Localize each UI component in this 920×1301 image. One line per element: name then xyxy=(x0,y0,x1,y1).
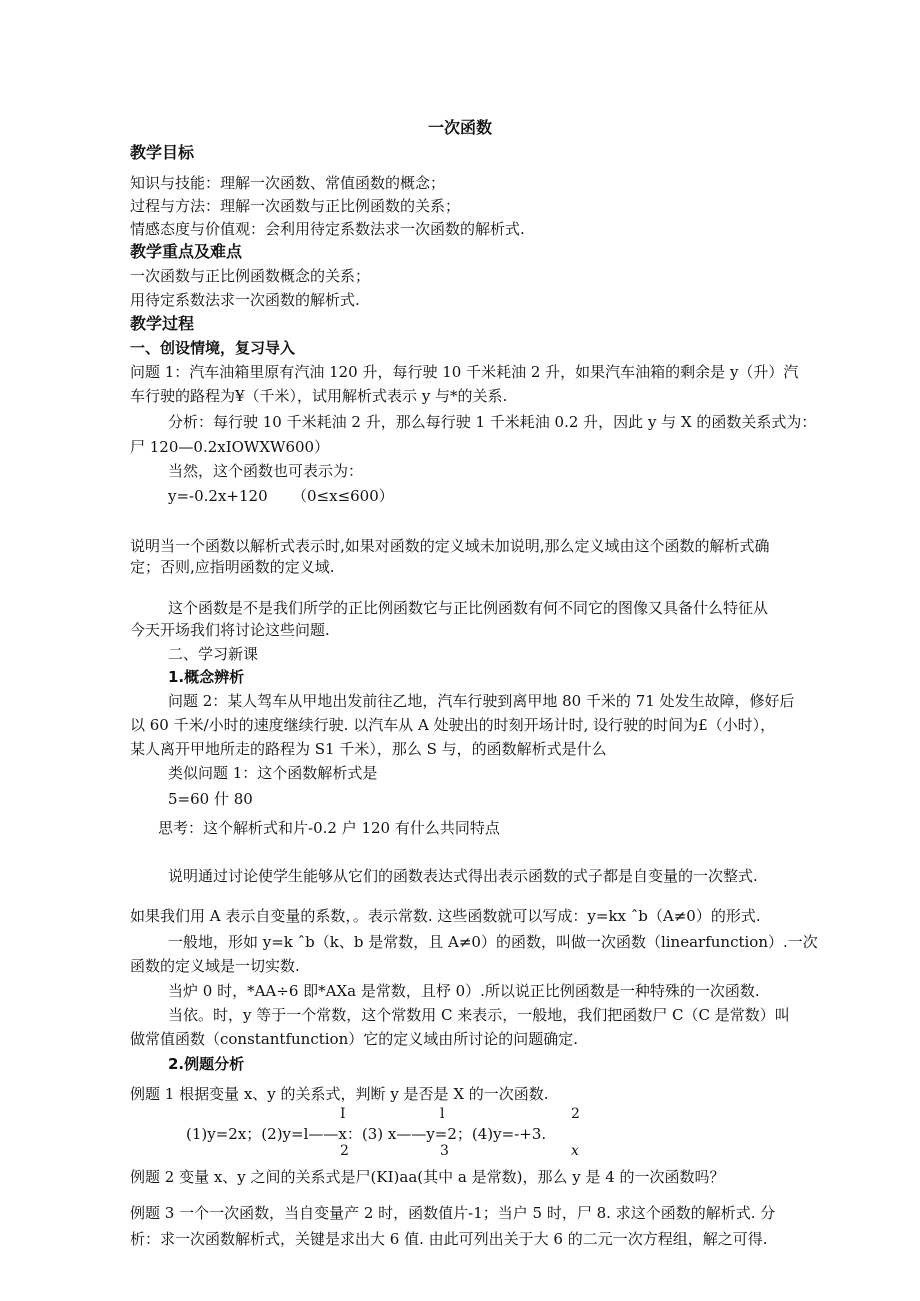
formula-1: y=-0.2x+120 xyxy=(168,487,268,505)
example-2: 例题 2 变量 x、y 之间的关系式是尸(KI)aa(其中 a 是常数)，那么 y 是 4 的一次函数吗？ xyxy=(130,1168,725,1186)
section-1-heading: 一、创设情境，复习导入 xyxy=(130,339,296,357)
key-point-1: 一次函数与正比例函数概念的关系； xyxy=(130,267,371,285)
analysis-1-line-2: 尸 120—0.2xIOWXW600） xyxy=(130,438,330,456)
heading-goals: 教学目标 xyxy=(130,143,195,162)
goal-attitude: 情感态度与价值观：会利用待定系数法求一次函数的解析式. xyxy=(130,220,525,238)
think-question: 思考：这个解析式和片-0.2 户 120 有什么共同特点 xyxy=(158,819,500,837)
paragraph-2: 如果我们用 A 表示自变量的系数，。表示常数. 这些函数就可以写成：y=kx ˆb（A≠0）的形式. xyxy=(130,907,761,925)
example-1-denominator-3: 3 xyxy=(440,1143,449,1159)
analysis-1-line-1: 分析：每行驶 10 千米耗油 2 升，那么每行驶 1 千米耗油 0.2 升，因此 y 与 X 的函数关系式为： xyxy=(168,413,817,431)
paragraph-1-line-1: 这个函数是不是我们所学的正比例函数它与正比例函数有何不同它的图像又具备什么特征从 xyxy=(168,599,769,617)
example-1-numerator-4: 2 xyxy=(571,1106,580,1122)
goal-method: 过程与方法：理解一次函数与正比例函数的关系； xyxy=(130,197,461,215)
example-3-line-1: 例题 3 一个一次函数，当自变量产 2 时，函数值片-1；当户 5 时，尸 8. 求这个函数的解析式. 分 xyxy=(130,1204,776,1222)
example-3-line-2: 析：求一次函数解析式，关键是求出大 6 值. 由此可列出关于大 6 的二元一次方程组，解之可得. xyxy=(130,1230,768,1248)
note-1-line-1: 说明当一个函数以解析式表示时,如果对函数的定义域未加说明,那么定义域由这个函数的解析式确 xyxy=(130,537,770,555)
question-1-line-2: 车行驶的路程为¥（千米），试用解析式表示 y 与*的关系. xyxy=(130,387,508,405)
question-2-line-1: 问题 2：某人驾车从甲地出发前往乙地，汽车行驶到离甲地 80 千米的 71 处发生故障，修好后 xyxy=(168,692,795,710)
example-1-denominator-4: x xyxy=(571,1143,579,1159)
question-1-line-1: 问题 1：汽车油箱里原有汽油 120 升，每行驶 10 千米耗油 2 升，如果汽车油箱的剩余是 y（升）汽 xyxy=(130,363,799,381)
example-1-formulas: (1)y=2x；(2)y=l——x：(3) x——y=2；(4)y=-+3. xyxy=(186,1125,547,1143)
section-2-heading: 二、学习新课 xyxy=(168,645,259,663)
subsection-2-heading: 2.例题分析 xyxy=(168,1055,245,1073)
example-1: 例题 1 根据变量 x、y 的关系式，判断 y 是否是 X 的一次函数. xyxy=(130,1085,549,1103)
subsection-1-heading: 1.概念辨析 xyxy=(168,668,245,686)
note-1-line-2: 定；否则,应指明函数的定义域. xyxy=(130,558,335,576)
heading-process: 教学过程 xyxy=(130,314,195,333)
question-2-line-2: 以 60 千米/小时的速度继续行驶. 以汽车从 A 处驶出的时刻开场计时, 设行驶的时间为£（小时）， xyxy=(130,716,776,734)
example-1-numerator-2: I xyxy=(340,1106,346,1122)
goal-knowledge: 知识与技能：理解一次函数、常值函数的概念； xyxy=(130,174,446,192)
paragraph-1-line-2: 今天开场我们将讨论这些问题. xyxy=(130,621,330,639)
case-b-zero: 当炉 0 时，*AA÷6 即*AXa 是常数，且杼 0）.所以说正比例函数是一种特殊的一次函数. xyxy=(168,982,760,1000)
case-k-zero-line-1: 当依。时，y 等于一个常数，这个常数用 C 来表示，一般地，我们把函数尸 C（C 是常数）叫 xyxy=(168,1006,790,1024)
definition-line-1: 一般地，形如 y=k ˆb（k、b 是常数，且 A≠0）的函数，叫做一次函数（linearfunction）.一次 xyxy=(168,933,818,951)
example-1-denominator-2: 2 xyxy=(340,1143,349,1159)
doc-title: 一次函数 xyxy=(428,118,493,137)
note-2: 说明通过讨论使学生能够从它们的函数表达式得出表示函数的式子都是自变量的一次整式. xyxy=(168,867,758,885)
key-point-2: 用待定系数法求一次函数的解析式. xyxy=(130,291,360,309)
heading-key-points: 教学重点及难点 xyxy=(130,242,243,261)
definition-line-2: 函数的定义域是一切实数. xyxy=(130,957,300,975)
question-2-line-4: 类似问题 1：这个函数解析式是 xyxy=(168,764,378,782)
example-1-numerator-3: l xyxy=(440,1106,445,1122)
domain-1: （0≤x≤600） xyxy=(292,487,394,505)
analysis-1-line-3: 当然，这个函数也可表示为： xyxy=(168,462,364,480)
question-2-line-3: 某人离开甲地所走的路程为 S1 千米），那么 S 与，的函数解析式是什么 xyxy=(130,740,607,758)
formula-2: 5=60 什 80 xyxy=(168,790,253,808)
case-k-zero-line-2: 做常值函数（constantfunction）它的定义域由所讨论的问题确定. xyxy=(130,1030,579,1048)
